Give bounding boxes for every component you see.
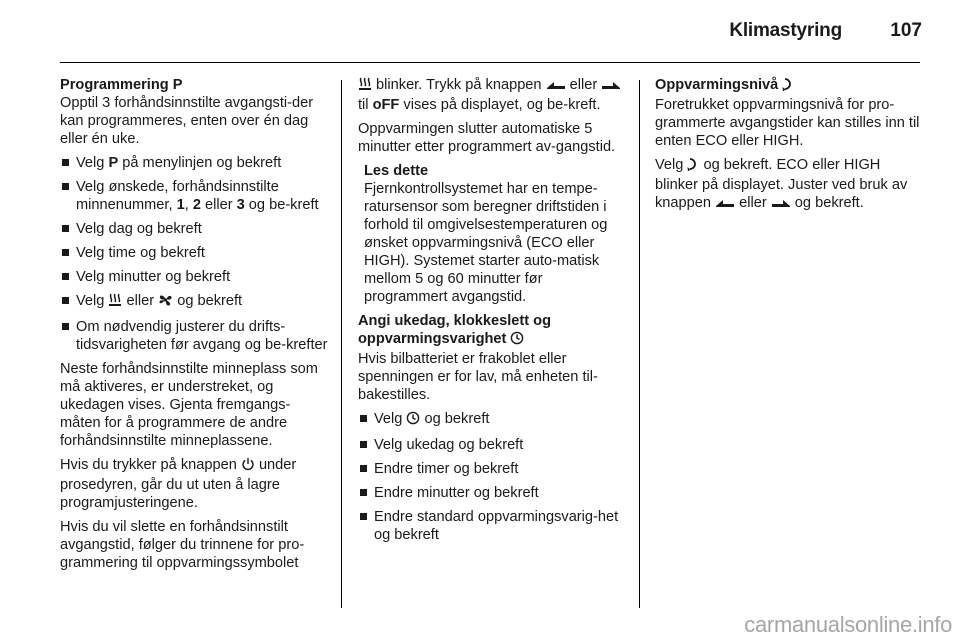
paragraph: Velg og bekreft. ECO eller HIGH blinker på displayet. Juster ved bruk av knappen eller og bekreft. (655, 156, 923, 214)
heat-icon (358, 77, 372, 96)
arrow-left-icon (546, 78, 566, 96)
column-3 (655, 76, 923, 220)
list-item: Endre timer og bekreft (358, 460, 624, 478)
paragraph: Hvis du vil slette en forhåndsinnstilt avgangstid, følger du trinnene for pro-grammering til oppvarmingssymbolet (60, 519, 305, 571)
power-icon (241, 457, 255, 476)
list-item: Velg eller og bekreft (60, 292, 328, 312)
column-1 (60, 76, 328, 578)
paragraph: Foretrukket oppvarmingsnivå for pro-grammerte avgangstider kan stilles inn til enten ECO eller HIGH. (655, 97, 920, 149)
paragraph: Opptil 3 forhåndsinnstilte avgangsti-der kan programmeres, enten over én dag eller én uke. (60, 95, 314, 147)
bullet-list (358, 410, 624, 544)
list-item: Velg time og bekreft (60, 244, 328, 262)
bullet-list (60, 154, 328, 354)
list-item: Velg dag og bekreft (60, 220, 328, 238)
heat-level-icon (782, 77, 794, 96)
list-item: Velg ønskede, forhåndsinnstilte minnenummer, 1, 2 eller 3 og be-kreft (60, 178, 328, 214)
arrow-right-icon (771, 196, 791, 214)
arrow-left-icon (715, 196, 735, 214)
list-item: Velg ukedag og bekreft (358, 436, 624, 454)
list-item: Endre minutter og bekreft (358, 484, 624, 502)
heat-icon (108, 293, 122, 312)
paragraph: Neste forhåndsinnstilte minneplass som må aktiveres, er understreket, og ukedagen vises. Gjenta fremgangs-måten for å programmere de andre forhåndsinnstilte minneplassene. (60, 361, 318, 449)
arrow-right-icon (601, 78, 621, 96)
list-item: Velg P på menylinjen og bekreft (60, 154, 328, 172)
heat-level-icon (687, 157, 699, 176)
note-box (358, 162, 624, 306)
column-divider (341, 80, 342, 608)
section-heading-oppvarmingsniva: Oppvarmingsnivå (655, 76, 923, 96)
note-text: Fjernkontrollsystemet har en tempe-ratursensor som beregner driftstiden i forhold til omgivelsestemperaturen og ønsket oppvarmingsnivå (ECO eller HIGH). Systemet starter auto-matisk mellom 5 og 60 minutter før programmert avgangstid. (364, 181, 608, 305)
page-number: 107 (890, 20, 922, 41)
paragraph: Oppvarmingen slutter automatiske 5 minutter etter programmert av-gangstid. (358, 121, 616, 155)
page-title: Klimastyring (729, 20, 842, 41)
column-2 (358, 76, 624, 550)
list-item: Om nødvendig justerer du drifts-tidsvarigheten før avgang og be-krefter (60, 318, 328, 354)
list-item: Velg og bekreft (358, 410, 624, 430)
note-title: Les dette (364, 163, 429, 179)
list-item: Velg minutter og bekreft (60, 268, 328, 286)
watermark: carmanualsonline.info (744, 612, 952, 637)
list-item: Endre standard oppvarmingsvarig-het og bekreft (358, 508, 624, 544)
header-divider (60, 62, 920, 63)
section-heading-programmering: Programmering P (60, 77, 183, 93)
column-divider (639, 80, 640, 608)
section-heading-ukedag: Angi ukedag, klokkeslett og oppvarmingsvarighet (358, 312, 624, 350)
paragraph: blinker. Trykk på knappen eller til oFF vises på displayet, og be-kreft. (358, 76, 624, 114)
paragraph: Hvis du trykker på knappen under prosedyren, går du ut uten å lagre programjusteringene. (60, 457, 297, 511)
clock-icon (406, 411, 420, 430)
paragraph: Hvis bilbatteriet er frakoblet eller spenningen er for lav, må enheten til-bakestilles. (358, 351, 598, 403)
fan-icon (158, 293, 173, 312)
clock-icon (510, 331, 524, 350)
